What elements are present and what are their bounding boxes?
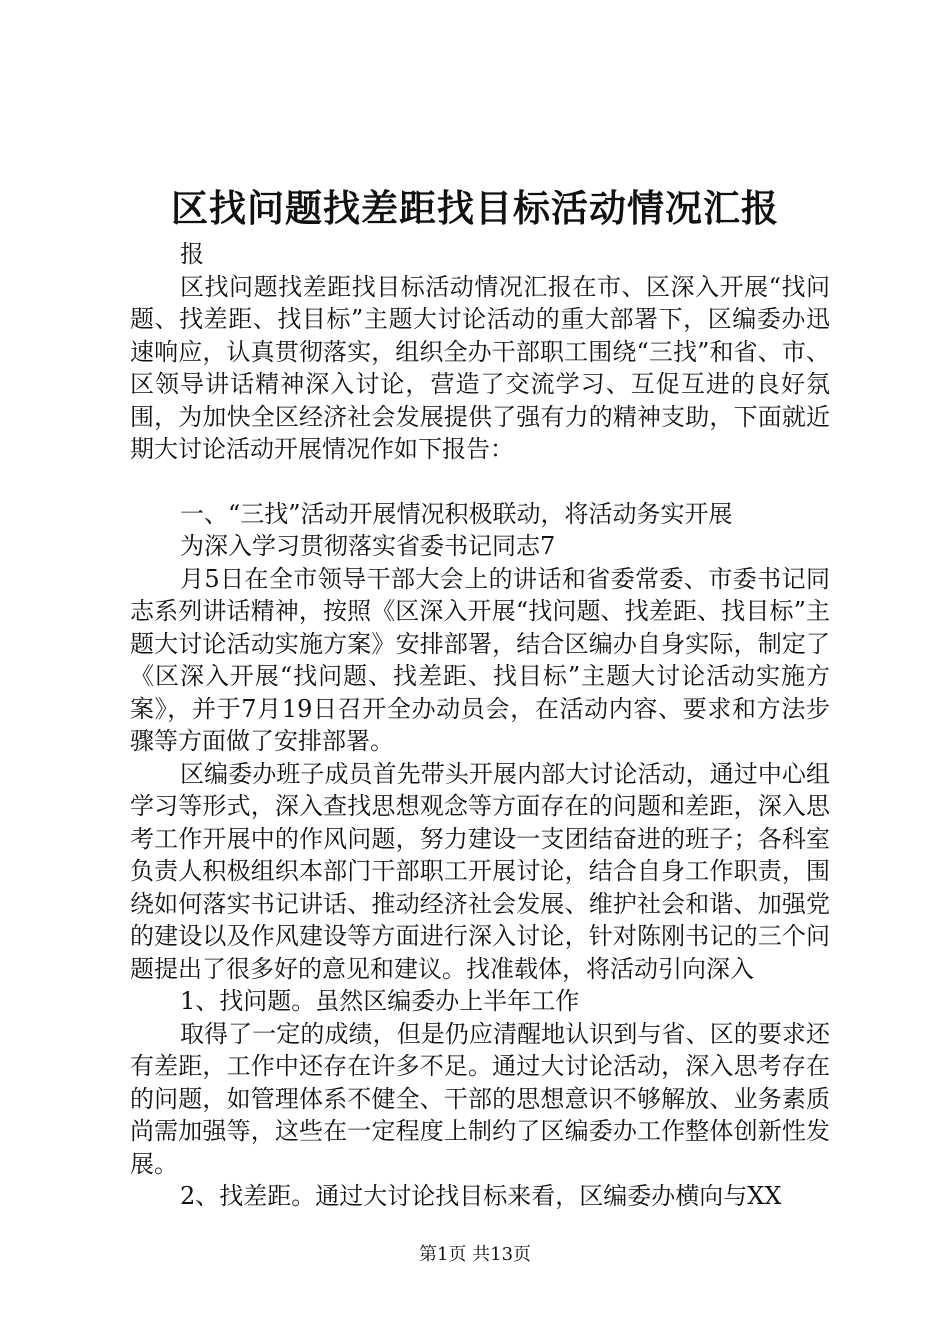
document-body: [130, 238, 830, 1213]
paragraph-line: 为深入学习贯彻落实省委书记同志7: [180, 532, 556, 560]
subheading-find-gaps: 2、找差距。通过大讨论找目标来看，区编委办横向与XX: [180, 1182, 782, 1210]
paragraph-intro: 区找问题找差距找目标活动情况汇报在市、区深入开展“找问题、找差距、找目标”主题大讨论活动的重大部署下，区编委办迅速响应，认真贯彻落实，组织全办干部职工围绕“三找”和省、市、区领导讲话精神深入讨论，营造了交流学习、互促互进的良好氛围，为加快全区经济社会发展提供了强有力的精神支助，下面就近期大讨论活动开展情况作如下报告：: [130, 272, 830, 463]
page-footer: 第1页 共13页: [418, 1244, 532, 1265]
document-title: 区找问题找差距找目标活动情况汇报: [171, 186, 779, 230]
paragraph-arrangement: 月5日在全市领导干部大会上的讲话和省委常委、市委书记同志系列讲话精神，按照《区深入开展“找问题、找差距、找目标”主题大讨论活动实施方案》安排部署，结合区编办自身实际，制定了《区深入开展“找问题、找差距、找目标”主题大讨论活动实施方案》，并于7月19日召开全办动员会，在活动内容、要求和方法步骤等方面做了安排部署。: [130, 564, 830, 755]
paragraph-leadership: 区编委办班子成员首先带头开展内部大讨论活动，通过中心组学习等形式，深入查找思想观念等方面存在的问题和差距，深入思考工作开展中的作风问题，努力建设一支团结奋进的班子；各科室负责人积极组织本部门干部职工开展讨论，结合自身工作职责，围绕如何落实书记讲话、推动经济社会发展、维护社会和谐、加强党的建设以及作风建设等方面进行深入讨论，针对陈刚书记的三个问题提出了很多好的意见和建议。找准载体，将活动引向深入: [130, 759, 830, 983]
section-heading-1: 一、“三找”活动开展情况积极联动，将活动务实开展: [180, 499, 733, 528]
paragraph-problems: 取得了一定的成绩，但是仍应清醒地认识到与省、区的要求还有差距，工作中还存在许多不足。通过大讨论活动，深入思考存在的问题，如管理体系不健全、干部的思想意识不够解放、业务素质尚需加强等，这些在一定程度上制约了区编委办工作整体创新性发展。: [130, 1019, 830, 1178]
subheading-find-problems: 1、找问题。虽然区编委办上半年工作: [180, 987, 580, 1015]
paragraph-fragment: 报: [180, 240, 204, 268]
